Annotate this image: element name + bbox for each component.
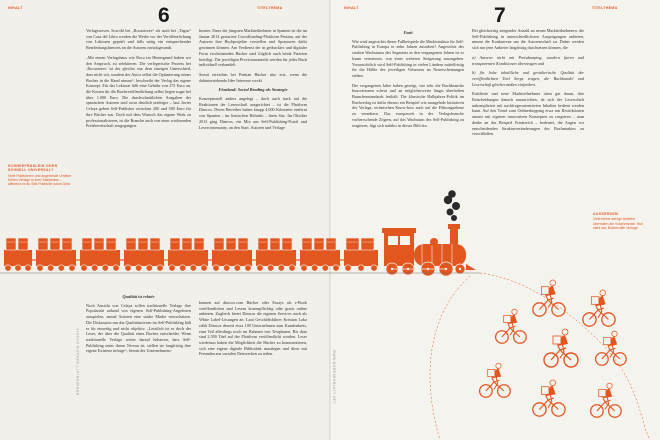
left-page-number: 6 [158,4,170,27]
backpack-box [541,287,549,295]
wagon [36,238,76,271]
cargo-box [258,238,268,250]
wheel [223,265,229,271]
wagon [212,238,252,271]
right-page-number: 7 [494,4,506,27]
right-section-tag: INHALT [344,6,359,10]
cargo-box [182,238,192,250]
cab-window [400,236,410,245]
wagon [80,238,120,271]
wheel [113,265,119,271]
wagon [300,238,340,271]
cargo-box [194,238,204,250]
wheel [125,265,131,271]
cargo-box [346,238,359,250]
wagon-body [212,250,252,266]
cyclist [583,290,615,326]
cargo-box [62,238,72,250]
cyclist [591,383,622,417]
cargo-box [361,238,374,250]
rider-head [600,290,606,296]
cargo-box [38,238,48,250]
paragraph: Die vergangenen Jahre haben gezeigt, wie sehr die Buchbranche Innovationen scheut und an möglicherweise längst überholten Branchenstandards festhält. Die klassische Halbjahres-Politik im Buchverlag ist dafür ebenso ein Beispiel wie mangelnde Initiativen der Verlage, technischen Know-how auch auf die Führungsebene zu verankern. Das europaweit in der Verlagsbranche vorherrschende Zögern, auf das Wachstum des Self-Publishing zu reagieren, fügt sich nahtlos in dieses Bild ein. [352,82,464,128]
paragraph: „Mit einem Verlagshaus wie Roca im Hintergrund haben wir den Anspruch, zu selektieren. Die verlegerische Prozess bei ‚Rocaotores‘ ist der gleiche, nur dem einzigen Unterschied, dass nicht wir, sondern der Autor selbst die Optimierung seines Buches in die Hand nimmt“, beschreibt der Verlag das eigene Konzept. Für das Lektorat fällt eine Gebühr von 275 Euro an, die Kosten für die Buchveröffentlichung selbst liegen sogar bei über 1.000 Euro. Die durchschnittlichen Ausgaben der spanischen Autoren sind zwar deutlich niedriger – laut Javier Celaya geben Self-Publisher zwischen 200 und 500 Euro für ihre Bücher aus. Doch mit dem Wunsch das eigene Werk zu professionalisieren, ist die Branche auch von einer wachsenden Preisbereitschaft ausgegangen. [86,54,191,129]
wheel [15,265,21,271]
wheel [333,265,339,271]
sidebar-text: Viele kleine wenige Anbieter übertrafen die Vorjahresrate. Nun steht das Bücherraffe Verlage. [593,217,644,230]
cargo-box [6,238,16,250]
wheel [201,265,207,271]
wheel [69,265,75,271]
wagon [256,238,296,271]
cyclist [533,380,565,416]
cyclist [596,331,627,365]
backpack-box [604,337,611,344]
paragraph: berater. Einer der jüngsten Marktteilnehmer in Spanien ist die im Januar 2014 gestartete Crowdfunding-Plattform Pentian, auf der Autoren ihre Buchprojekte vorstellen und Sponsoren dafür gewinnen können. Am Verdienst der in gedruckter und digitaler Form erscheinenden Bücher sind folglich auch beide Parteien beteiligt. Die jeweiligen Provisionsanteile werden für jedes Buch individuell verhandelt. [199,28,307,68]
backpack-box [541,387,549,395]
wheel [234,265,240,271]
backpack-box [599,389,606,396]
wagon [4,238,32,271]
cyclist [496,309,527,343]
wheel [58,265,64,271]
wagon-body [124,250,164,266]
wheel [345,265,351,271]
wagon-body [256,250,296,266]
wheel [311,265,317,271]
backpack-box [591,297,599,305]
cargo-box [150,238,160,250]
subheading: Qualität ist relativ [122,294,155,299]
rider-head [496,363,501,368]
wheel [47,265,53,271]
wheel [257,265,263,271]
cargo-box [226,238,236,250]
smoke-puff [451,215,457,221]
wheel [301,265,307,271]
smoke-puff [452,202,460,210]
sidebar-heading: SCHNEEFRÄSLEIN ODER SCHNELL UNIVERSAL? [8,164,58,173]
wheel [289,265,295,271]
cowcatcher [466,264,476,270]
cargo-box [314,238,324,250]
list-item: a) Autoren nicht mit Preisdumping, sondern fairen und transparenten Konditionen überzeugen und [472,54,584,66]
wheel [278,265,284,271]
rider-head [607,383,612,388]
cargo-box [94,238,104,250]
wagon-body [80,250,120,266]
steam-dome [430,238,438,246]
wheel [179,265,185,271]
freight-train-icon [4,190,476,276]
subheading: Fazit [403,30,413,35]
backpack-box [553,336,561,344]
cyclist [533,280,565,316]
right-header-tag: TITELTHEMA [592,6,618,10]
sidebar-heading: AUSSERDEM [593,212,619,216]
wagon-body [300,250,340,266]
wagon-body [344,250,378,266]
wagon [124,238,164,271]
paragraph: Wie wird angesichts dieser Fallbeispiele die Marktstruktur für Self-Publishing in Europa in zehn Jahren aussehen? Angesichts des starken Wachstums des Segments in den vergangenen Jahren ist es kaum vermessen, von einer weiteren Steigerung auszugehen. Vorausichtlich wird Self-Publishing in vielen Ländern mittelfristig für die Hälfte des jeweiligen Volumens an Neuerscheinungen stehen. [352,38,464,78]
cargo-box [106,238,116,250]
wagon [168,238,208,271]
wheel [358,265,364,271]
left-header-tag: TITELTHEMA [257,6,283,10]
subheading: Finnland: Social Reading als Strategie [218,87,288,93]
wheel [91,265,97,271]
chimney-cap [448,224,460,229]
wheel [102,265,108,271]
wheel [5,265,11,271]
wheel [267,265,273,271]
wheel [157,265,163,271]
cargo-box [18,238,28,250]
wheel [213,265,219,271]
cargo-box [214,238,224,250]
locomotive [382,190,476,276]
wheel [146,265,152,271]
rider-head [550,380,556,386]
wagon [344,238,378,271]
rider-head [612,331,617,336]
rider-head [550,280,556,286]
wagon-body [36,250,76,266]
cargo-box [82,238,92,250]
paragraph: Bei gleichzeitig steigender Anzahl an neuen Marktteilnehmern, die Self-Publishing in unterschiedlichsten Ausprägungen anbieten, nimmt die Konkurrenz um die Autorenschaft zu. Daher werden sich nur jene Anbieter langfristig durchsetzen können, die [472,28,584,51]
cyclist [480,363,511,397]
wheel [245,265,251,271]
rider-head [512,309,517,314]
wheel [37,265,43,271]
wheel [25,265,31,271]
paragraph: können auf dimcos.com Bücher oder Essays als e-Book veröffentlichen und Lesern kostenpflichtig oder gratis online anbieten. Zugleich bietet Dimcos die eigenen Services auch als White Label-Lösungen an. Laut Geschäftsführer Kristian Lako zählt Dimcos derzeit etwa 100 Unternehmen zum Kundenkreis, zum Teil allerdings noch im Rahmen von Testphasen. Bis dato sind 2.500 Titel auf der Plattform veröffentlicht worden. Leser wiederum haben die Möglichkeit die Bücher zu kommentieren, sich eine eigene digitale Bibliothek anzulegen und diese mit Freunden aus sozialen Netzwerken zu teilen. [199,300,307,357]
cargo-box [50,238,60,250]
paragraph: Etablierte und neue Marktteilnehmer täten gut daran, ihre Entscheidungen danach auszurichten, da sich der Leserschaft unkompliziert mit nachfragerorientierten Inhalten bedient werden kann. Auf den Trend zum Onlineshopping etwa mit Restriktionen anstatt mit eigenen innovativen Konzepten zu reagieren – man denke an das Beispiel Frankreich – bedeutet, die Augen vor entscheidenden Strukturveränderungen des Buchmarktes zu verschließen. [472,91,584,137]
wheel [371,265,377,271]
wheel-hub [459,268,461,270]
dashed-path [430,276,470,440]
sidebar-text: Viele Plattformen und angehende Urheber führen Verlage in ihrer Startphase – während es für Self-Publisher kaum Geld. [8,173,72,187]
wheel [81,265,87,271]
wagon-body [168,250,208,266]
cyclists-icon [480,280,627,417]
wagon-body [4,250,32,266]
cyclist [544,329,578,367]
wheel [190,265,196,271]
smoke-puff [447,209,454,216]
paragraph: Nach Ansicht von Celaya sollen traditionelle Verlage ihre Popularität anhand von eigenen Self-Publishing-Angeboten ausspielen, zumal Autoren eine starke Marke wertschätzen. Die Diskussion um das Qualitätsniveau im Self-Publishing hält er für einseitig und nicht objektiv. „Letztlich ist es doch der Leser, der über die Qualität eines Buches entscheidet. Wenn traditionelle Verlage weiter darauf beharren, dass Self-Publishing unter ihrem Niveau ist, stellen sie langfristig ihre eigene Existenz infrage“, betont der Unternehmens- [86,302,191,354]
smoke-puff [448,190,456,198]
paragraph: Konzeptionell anders angelegt – doch auch stark auf die Reaktionen der Leserschaft ausgerichtet – ist die Plattform Dimcos. Deren Betreiber haben knapp 4.000 Kilometer entfernt von Spanien – im finnischen Helsinki – ihren Sitz. Im Oktober 2013 ging Dimcos, ein Mix aus Self-Publishing-Portal und Lesercommunity, an den Start. Autoren und Verlage [199,96,307,130]
cargo-box [282,238,292,250]
cargo-box [170,238,180,250]
backpack-box [488,369,495,376]
chimney [450,228,458,244]
cab-roof [382,228,416,233]
cargo-box [138,238,148,250]
backpack-box [504,315,511,322]
cargo-box [270,238,280,250]
left-section-tag: INHALT [8,6,23,10]
left-vertical-label: BÖRSENBLATT MAGAZIN 03/2015 [76,327,80,395]
cab-window [388,236,398,245]
wheel [135,265,141,271]
wheel [322,265,328,271]
list-item: b) für hohe inhaltliche und gestalterische Qualität der veröffentlichten Titel Sorge tragen, die Buchhandel und Leserschaft gleichermaßen einfordern. [472,70,584,87]
wheel [169,265,175,271]
paragraph: Verlagswesen. Sowohl bei „Rocaotores“ als auch bei „Tagus“ von Casa del Libro werden die Werke vor der Veröffentlichung von Lektoren geprüft und falls nötig ein entsprechender Bearbeitungshinweis an die Autoren zurückgesandt. [86,28,191,51]
right-vertical-label: WWW.BOERSENBLATT.NET [332,350,336,404]
paragraph: Somit erreichen bei Pentian Bücher also erst, wenn die dahinterstehende Idee Interesse weckt. [199,71,307,83]
cargo-box [326,238,336,250]
rider-head [562,329,568,335]
cargo-box [126,238,136,250]
cargo-box [302,238,312,250]
cargo-box [238,238,248,250]
